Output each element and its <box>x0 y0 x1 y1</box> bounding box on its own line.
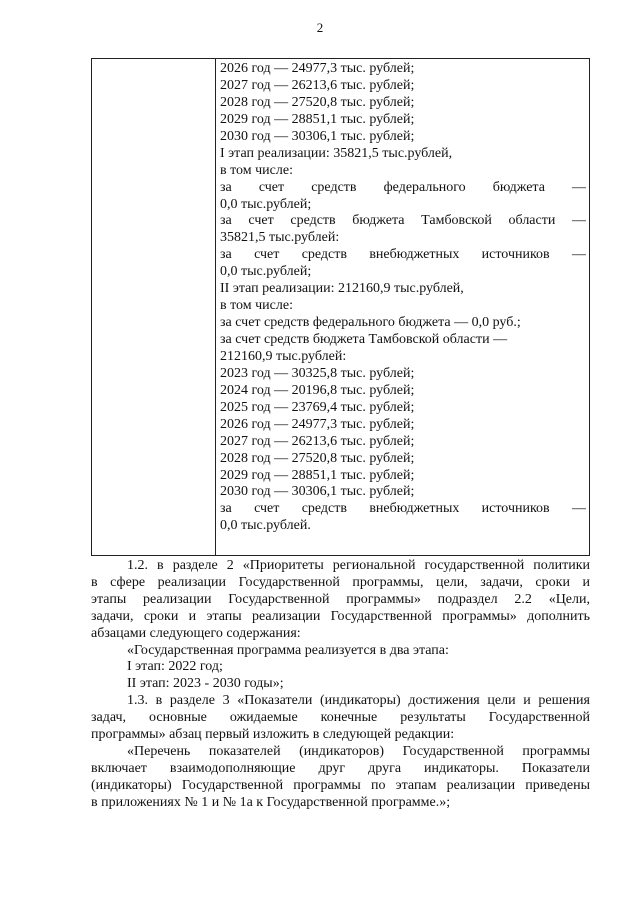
paragraph-line: 1.3. в разделе 3 «Показатели (индикаторы) достижения цели и решения <box>127 693 590 709</box>
paragraph-line: в приложениях № 1 и № 1а к Государственной программе.»; <box>91 794 451 810</box>
paragraph-line: I этап: 2022 год; <box>127 659 223 675</box>
table-line: 2024 год — 20196,8 тыс. рублей; <box>220 382 415 398</box>
table-line: 2026 год — 24977,3 тыс. рублей; <box>220 416 415 432</box>
funding-table <box>91 58 590 556</box>
table-line: I этап реализации: 35821,5 тыс.рублей, <box>220 145 453 161</box>
table-line: 2028 год — 27520,8 тыс. рублей; <box>220 94 415 110</box>
paragraph-line: включает взаимодополняющие друг друга индикаторы. Показатели <box>91 760 590 776</box>
paragraph-line: «Государственная программа реализуется в два этапа: <box>127 642 449 658</box>
table-line: 2023 год — 30325,8 тыс. рублей; <box>220 365 415 381</box>
table-line: за счет средств внебюджетных источников — <box>220 501 586 517</box>
paragraph-line: задач, основные ожидаемые конечные результаты Государственной <box>91 710 590 726</box>
paragraph-line: «Перечень показателей (индикаторов) Государственной программы <box>127 743 590 759</box>
table-line: 212160,9 тыс.рублей: <box>220 348 347 364</box>
table-line: 2026 год — 24977,3 тыс. рублей; <box>220 61 415 76</box>
paragraph-line: абзацами следующего содержания: <box>91 625 301 641</box>
body-paragraph <box>91 744 590 812</box>
table-line: за счет средств бюджета Тамбовской области — <box>220 213 586 229</box>
table-line: 2029 год — 28851,1 тыс. рублей; <box>220 111 415 127</box>
paragraph-line: 1.2. в разделе 2 «Приоритеты региональной государственной политики <box>127 558 590 573</box>
table-line: 2025 год — 23769,4 тыс. рублей; <box>220 399 415 415</box>
table-right-column <box>216 59 589 555</box>
table-line: за счет средств федерального бюджета — 0,0 руб.; <box>220 315 521 331</box>
paragraph-line: (индикаторы) Государственной программы по этапам реализации приведены <box>91 777 590 793</box>
paragraph-line: в сфере реализации Государственной программы, цели, задачи, сроки и <box>91 574 590 590</box>
paragraph-line: программы» абзац первый изложить в следующей редакции: <box>91 727 455 743</box>
table-line: за счет средств бюджета Тамбовской области — <box>220 332 508 347</box>
table-line: 0,0 тыс.рублей. <box>220 518 311 534</box>
table-line: 2030 год — 30306,1 тыс. рублей; <box>220 484 415 500</box>
table-line: 2027 год — 26213,6 тыс. рублей; <box>220 433 415 449</box>
page-number: 2 <box>316 20 324 35</box>
table-line: за счет средств федерального бюджета — <box>220 179 586 195</box>
body-paragraph <box>91 558 590 643</box>
body-paragraph <box>91 643 590 660</box>
body-paragraph <box>91 693 590 744</box>
table-line: за счет средств внебюджетных источников — <box>220 247 586 263</box>
document-body <box>91 558 590 812</box>
body-paragraph <box>91 659 590 676</box>
table-line: в том числе: <box>220 298 293 314</box>
body-paragraph <box>91 676 590 693</box>
paragraph-line: II этап: 2023 - 2030 годы»; <box>127 676 284 692</box>
table-line: 35821,5 тыс.рублей: <box>220 230 340 246</box>
table-line: II этап реализации: 212160,9 тыс.рублей, <box>220 281 464 297</box>
table-line: 0,0 тыс.рублей; <box>220 264 312 280</box>
table-left-column <box>92 59 216 555</box>
table-line: 2028 год — 27520,8 тыс. рублей; <box>220 450 415 466</box>
table-line: 2030 год — 30306,1 тыс. рублей; <box>220 128 415 144</box>
table-line: 2029 год — 28851,1 тыс. рублей; <box>220 467 415 483</box>
table-line: 2027 год — 26213,6 тыс. рублей; <box>220 77 415 93</box>
table-line: в том числе: <box>220 162 293 178</box>
table-line: 0,0 тыс.рублей; <box>220 196 312 212</box>
paragraph-line: этапы реализации Государственной программы» подраздел 2.2 «Цели, <box>91 591 590 607</box>
paragraph-line: задачи, сроки и этапы реализации Государственной программы» дополнить <box>91 608 590 624</box>
